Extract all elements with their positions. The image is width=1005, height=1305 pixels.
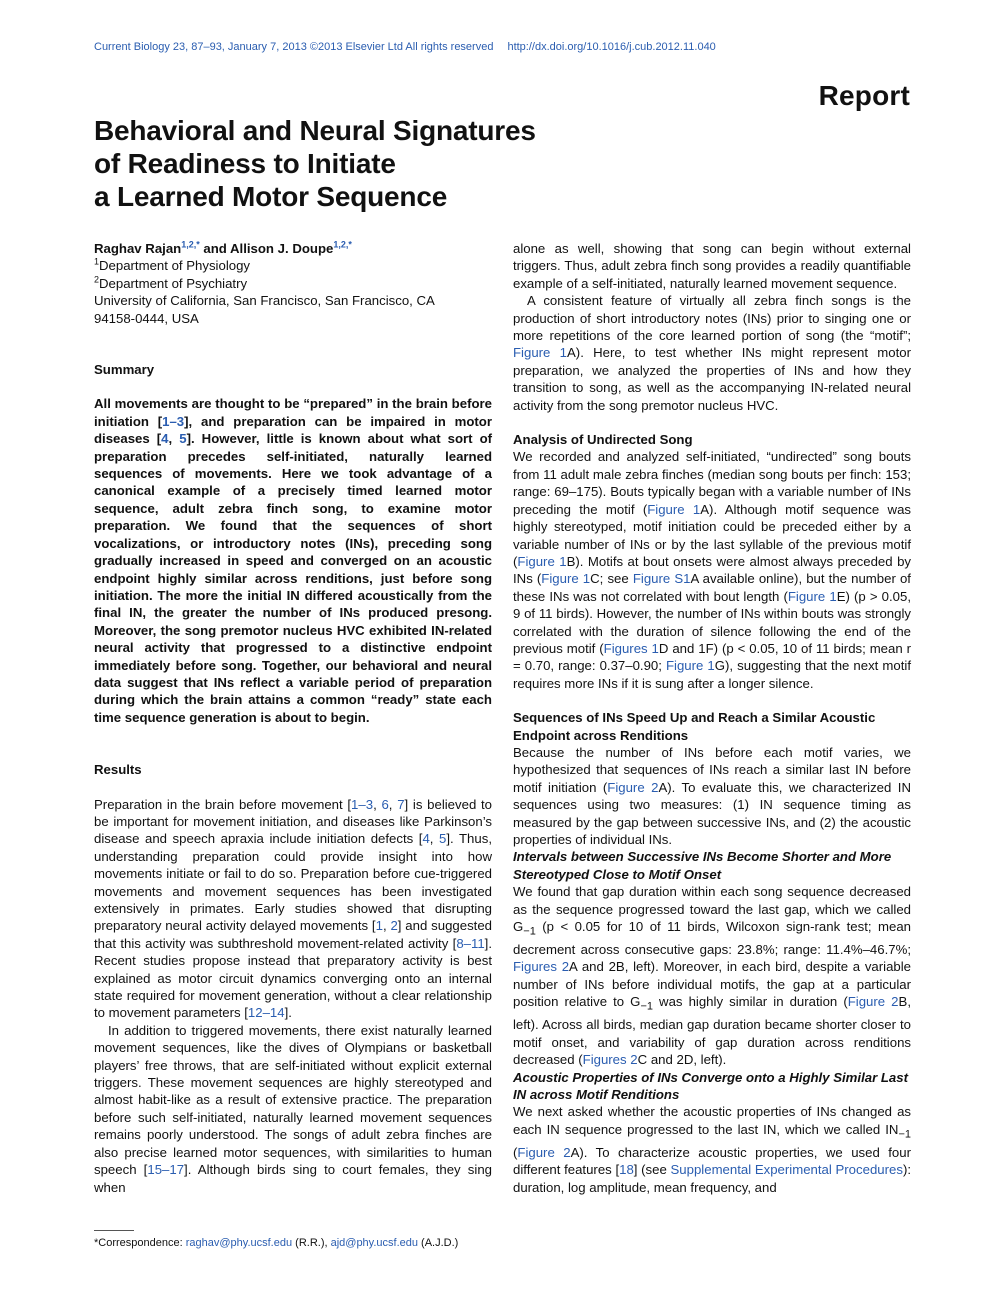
figure-link[interactable]: Figure 2 [847,994,899,1010]
text-run: We next asked whether the acoustic properties of INs changed as each IN sequence progressed to the last IN, which we called IN [513,1104,911,1137]
text-run: , [388,796,398,812]
text-run: We recorded and analyzed self-initiated, “undirected” song bouts from 11 adult male zebra finches (median song bouts per finch: 153; range: 69–175). Bouts typically began with a variable number of INs preceding the motif ( [513,449,911,517]
text-run: A and 2B, left). Moreover, in each bird, despite a variable number of INs before individual motifs, the gap at a particular position relative to G [513,959,911,1010]
figure-link[interactable]: Figure 1 [665,658,715,674]
article-type: Report [818,80,910,111]
text-run: ]. [284,1005,292,1021]
subscript: −1 [640,1000,653,1013]
supplement-link[interactable]: Supplemental Experimental Procedures [670,1162,903,1178]
text-run: (R.R.), [292,1237,331,1249]
email-link[interactable]: raghav@phy.ucsf.edu [185,1237,293,1249]
text-run: ]. Although birds sing to court females, they sing when [94,1162,492,1195]
text-run: E) (p > 0.05, 9 of 11 birds). However, the number of INs within bouts was strongly correlated with the duration of silence following the end of the previous motif ( [513,588,911,656]
text-run: B). Motifs at bout onsets were almost always preceded by INs ( [513,553,911,587]
results-paragraph [94,1022,492,1196]
text-run: , [382,918,391,934]
affiliation [94,275,492,292]
affiliation-address: 94158-0444, USA [94,310,199,326]
text-run: ] (see [633,1162,671,1178]
text-run: A). Here, to test whether INs might represent motor preparation, we analyzed the properties of INs and how they transition to song, as well as the accompanying IN-related neural activity from the song premotor nucleus HVC. [513,345,911,413]
citation-link[interactable]: 12–14 [247,1005,285,1021]
journal-reference: Current Biology 23, 87–93, January 7, 2013 ©2013 Elsevier Ltd All rights reserved [94,41,494,53]
text-run: (p < 0.05 for 10 of 11 birds, Wilcoxon sign-rank test; mean decrement across consecutive gaps: 23.8%; range: 11.4%–46.7%; [513,919,911,958]
citation-link[interactable]: 5 [179,431,187,447]
body-paragraph [513,883,911,1068]
affiliation-sup: 1 [94,257,100,268]
figure-link[interactable]: Figure 1 [513,345,567,361]
figure-link[interactable]: Figure 1 [517,553,567,569]
results-heading: Results [94,762,142,778]
text-run: (A.J.D.) [418,1237,459,1249]
figure-link[interactable]: Figures 1 [603,640,659,656]
text-run: All movements are thought to be “prepared” in the brain before initiation [ [94,396,492,429]
summary-heading: Summary [94,362,155,378]
text-run: In addition to triggered movements, there exist naturally learned movement sequences, like the dives of Olympians or basketball players’ free throws, that are self-initiated without explicit external triggers. These movement sequences are highly stereotyped and almost habit-like as a result of extensive practice. The preparation before such self-initiated, naturally learned movement sequences remains poorly understood. The songs of adult zebra finches are also precise learned motor sequences, with similarities to human speech [ [94,1022,492,1178]
figure-link[interactable]: Figure 2 [517,1144,571,1160]
affiliation [94,257,492,274]
correspondence-footnote [94,1237,492,1249]
citation-link[interactable]: 1 [375,918,383,934]
text-run: ]. However, little is known about what sort of preparation precedes self-initiated, naturally learned sequences of movements. Here we took advantage of a canonical example of a precisely timed learned motor sequence, adult zebra finch song, to examine motor preparation. We found that the sequences of short vocalizations, or introductory notes (INs), preceding song gradually increased in speed and converged on an acoustic endpoint highly similar across renditions, just before song initiation. The more the initial IN differed acoustically from the final IN, the greater the number of INs produced presong. Moreover, the song premotor nucleus HVC exhibited IN-related neural activity that progressed to a distinctive endpoint immediately before song. Together, our behavioral and neural data suggest that INs reflect a variable period of preparation during which the brain attains a common “ready” state each time sequence generation is about to begin. [94,431,493,725]
email-link[interactable]: ajd@phy.ucsf.edu [330,1237,418,1249]
article-title [94,114,614,213]
subscript: −1 [898,1128,911,1141]
author-name: Allison J. Doupe [230,241,334,256]
citation-link[interactable]: 1–3 [351,796,374,812]
citation-link[interactable]: 4 [422,831,430,847]
text-run: C and 2D, left). [637,1052,727,1068]
footnote-rule [94,1230,134,1231]
citation-link[interactable]: 18 [619,1162,634,1178]
title-line: Behavioral and Neural Signatures [94,115,536,146]
text-run: ]. Recent studies propose instead that preparatory activity is best explained as motor circuit dynamics converging onto an internal state required for movement generation, without a clear relationship to movement parameters [ [94,935,492,1021]
citation-link[interactable]: 7 [397,796,405,812]
figure-link[interactable]: Figures 2 [582,1052,638,1068]
right-column [513,240,911,1196]
subsubsection-heading: Acoustic Properties of INs Converge onto a Highly Similar Last IN across Motif Renditions [513,1069,908,1102]
text-run: A). To evaluate this, we characterized IN sequences using two measures: (1) IN sequence timing as measured by the gap between successive INs, and (2) the acoustic properties of individual INs. [513,779,911,847]
text-run: ] is believed to be important for movement initiation, and diseases like Parkinson’s disease and speech apraxia include initiation defects [ [94,796,492,847]
results-paragraph [94,796,492,1022]
journal-header [94,41,716,53]
text-run: was highly similar in duration ( [652,994,848,1010]
figure-link[interactable]: Figure 1 [541,571,591,587]
figure-link[interactable]: Figure S1 [632,571,691,587]
text-run: A). To characterize acoustic properties, we used four different features [ [513,1144,911,1178]
text-run: , [168,431,180,447]
text-run: ], and preparation can be impaired in motor diseases [ [94,413,492,447]
author-list [94,240,492,257]
citation-link[interactable]: 4 [161,431,169,447]
author-conjunction: and [199,241,231,256]
subscript: −1 [523,925,536,938]
affiliation-text: Department of Physiology [99,258,251,274]
citation-link[interactable]: 6 [381,796,389,812]
figure-link[interactable]: Figure 2 [607,779,659,795]
text-run: ] and suggested that this activity was subthreshold movement-related activity [ [94,918,492,951]
text-run: , [373,796,382,812]
left-column [94,240,492,1196]
citation-link[interactable]: 5 [439,831,447,847]
text-run: A consistent feature of virtually all zebra finch songs is the production of short introductory notes (INs) prior to singing one or more repetitions of the core learned portion of song (the “motif”; [513,293,911,344]
author-name: Raghav Rajan [94,241,182,256]
figure-link[interactable]: Figure 1 [647,501,701,517]
body-paragraph [513,744,911,848]
text-run: ): duration, log amplitude, mean frequency, and [513,1162,911,1195]
title-line: a Learned Motor Sequence [94,181,448,212]
text-run: , [429,831,440,847]
author-affiliation-sup[interactable]: 1,2,* [181,239,200,250]
text-run: Because the number of INs before each motif varies, we hypothesized that sequences of INs reach a similar last IN before motif initiation ( [513,744,911,795]
text-run: ]. Thus, understanding preparation could provide insight into how movements initiate or fail to do so. Preparation before cue-triggered movements and movement sequences has been investigated extensively in primates. Early studies showed that disrupting preparatory neural activity delayed movements [ [94,831,492,934]
title-line: of Readiness to Initiate [94,148,396,179]
text-run: B, left). Across all birds, median gap duration became shorter closer to motif onset, and variability of gap duration across renditions decreased ( [513,994,911,1068]
doi-link[interactable]: http://dx.doi.org/10.1016/j.cub.2012.11.040 [507,41,716,53]
author-affiliation-sup[interactable]: 1,2,* [333,239,352,250]
affiliation-text: Department of Psychiatry [99,275,248,291]
citation-link[interactable]: 1–3 [162,413,185,429]
body-paragraph [513,1103,911,1196]
text-run: A available online), but the number of these INs was not correlated with bout length ( [513,571,911,604]
text-run: A). Although motif sequence was highly stereotyped, motif initiation could be preceded either by a variable number of INs or by the last syllable of the previous motif ( [513,501,911,569]
citation-link[interactable]: 15–17 [147,1162,185,1178]
citation-link[interactable]: 8–11 [456,935,485,951]
text-run: G), suggesting that the next motif requires more INs if it is sung after a longer silence. [513,658,911,691]
summary-text [94,395,492,726]
figure-link[interactable]: Figure 1 [787,588,837,604]
affiliation-sup: 2 [94,274,100,285]
text-run: We found that gap duration within each song sequence decreased as the sequence progressed toward the last gap, which we called G [513,884,911,935]
subsection-heading: Analysis of Undirected Song [513,432,693,448]
citation-link[interactable]: 2 [390,918,398,934]
text-run: C; see [590,571,633,587]
figure-link[interactable]: Figures 2 [513,959,570,975]
body-paragraph: alone as well, showing that song can begin without external triggers. Thus, adult zebra finch song provides a readily quantifiable example of a self-initiated, naturally learned movement sequence. [513,241,911,291]
text-run: *Correspondence: [94,1237,186,1249]
subsubsection-heading: Intervals between Successive INs Become Shorter and More Stereotyped Close to Motif Onset [513,849,892,882]
affiliation-address: University of California, San Francisco, San Francisco, CA [94,293,435,309]
text-run: ( [513,1144,518,1160]
body-paragraph [513,448,911,692]
body-paragraph [513,292,911,414]
text-run: D and 1F) (p < 0.05, 10 of 11 birds; mean r = 0.70, range: 0.37–0.90; [513,640,911,674]
text-run: Preparation in the brain before movement [ [94,796,352,812]
subsection-heading: Sequences of INs Speed Up and Reach a Similar Acoustic Endpoint across Renditions [513,710,876,743]
